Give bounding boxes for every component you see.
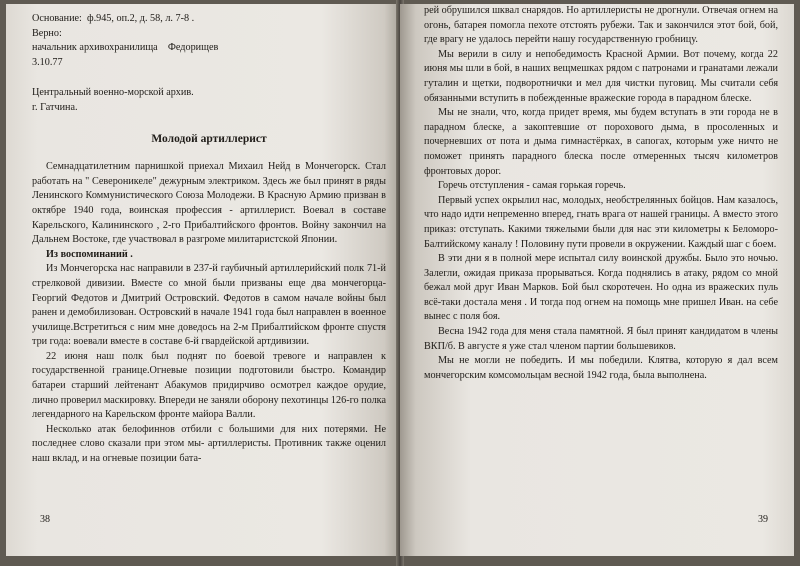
section-title: Молодой артиллерист xyxy=(151,132,267,145)
paragraph: В эти дни я в полной мере испытал силу воинской дружбы. Было это ночью. Залегли, ожидая приказа прорываться. Когда поднялись в атаку, рядом со мной бежал мой друг Иван Марков. Бой был скоротечен. Но одна из вражеских пуль всё-таки достала меня . И тогда под огнем на помощь мне пришел Иван. на себе вынес с поля боя. xyxy=(424,253,778,323)
paragraph: Мы не знали, что, когда придет время, мы будем вступать в эти города не в парадном блеске, а закоптевшие от порохового дыма, в просоленных и почерневших от пота и дыма гимнастёрках, в сапогах, которым уже ничто не поможет принять парадного блеска после отмеренных тысяч километров фронтовых дорог. xyxy=(424,107,778,177)
paragraph: Несколько атак белофиннов отбили с большими для них потерями. Не последнее слово сказали при этом мы- артиллеристы. Противник также оценил наш вклад, и на огневые позиции бата- xyxy=(32,423,386,465)
subheading: Из воспоминаний . xyxy=(46,248,133,260)
verified-label: Верно: xyxy=(32,27,62,39)
paragraph: Семнадцатилетним парнишкой приехал Михаил Нейд в Мончегорск. Стал работать на " Североникеле" дежурным электриком. Здесь же был принят в ряды Ленинского Коммунистического Союза Молодежи. В Красную Армию призван в октябре 1940 года, воинская профессия - артиллерист. Воевал в составе Карельского, Калининского , 2-го Прибалтийского фронтов. Войну закончил на Дальнем Востоке, где участвовал в разгроме милитаристской Японии. xyxy=(32,161,386,246)
archive-line: Центральный военно-морской архив. xyxy=(32,87,194,99)
left-page xyxy=(6,4,400,556)
position-line: начальник архивохранилища Федорищев xyxy=(32,42,219,54)
page-number: 39 xyxy=(758,514,768,526)
paragraph: Мы верили в силу и непобедимость Красной Армии. Вот почему, когда 22 июня мы шли в бой, в наших вещмешках рядом с патронами и гранатами лежали гуталин и щетки, подворотнички и мел для чистки пуговиц. Мы считали себя обязанными вступить в побежденные вражеские города в парадном блеске. xyxy=(424,48,778,104)
paragraph: 22 июня наш полк был поднят по боевой тревоге и направлен к государственной границе.Огневые позиции подготовили быстро. Командир батареи старший лейтенант Абакумов придирчиво осмотрел каждое орудие, лично проверил маскировку. Впереди не заняли оборону пехотинцы 126-го полка легендарного на Карельском фронте майора Валли. xyxy=(32,350,386,421)
paragraph: Из Мончегорска нас направили в 237-й гаубичный артиллерийский полк 71-й стрелковой дивизии. Вместе со мной были призваны еще два мончегорца- Георгий Федотов и Дмитрий Островский. Федотов в самом начале войны был ранен и демобилизован. Островский в начале 1941 года был направлен в военное училище.Встретиться с ним мне доведось на 2-м Прибалтийском фронте спустя три года: воевали вместе в составе 6-й гвардейской артдивизии. xyxy=(32,263,386,348)
date-line: 3.10.77 xyxy=(32,56,63,68)
paragraph: Первый успех окрылил нас, молодых, необстрелянных бойцов. Нам казалось, что надо идти непременно вперед, гнать врага от нашей границы. А вместо этого приказ: отступать. Какими тяжелыми были для нас эти километры к Беломоро-Балтийскому каналу ! Половину пути провели в окружении. Каждый шаг с боем. xyxy=(424,194,778,250)
paragraph: Мы не могли не победить. И мы победили. Клятва, которую я дал всем мончегорским комсомольцам весной 1942 года, была выполнена. xyxy=(424,355,778,381)
paragraph: Весна 1942 года для меня стала памятной. Я был принят кандидатом в члены ВКП/б. В августе я уже стал членом партии большевиков. xyxy=(424,326,778,352)
source-line: Основание: ф.945, оп.2, д. 58, л. 7-8 . xyxy=(32,13,195,24)
paragraph: рей обрушился шквал снарядов. Но артиллеристы не дрогнули. Отвечая огнем на огонь, батарея помогла пехоте отстоять рубежи. Так и закончился этот бой, бой, где врагу не удалось перейти нашу государственную гробницу. xyxy=(424,5,778,46)
paragraph: Горечь отступления - самая горькая горечь. xyxy=(438,180,626,192)
city-line: г. Гатчина. xyxy=(32,101,78,113)
page-number: 38 xyxy=(40,514,50,526)
archive-reference xyxy=(32,12,386,116)
right-page xyxy=(400,4,794,556)
